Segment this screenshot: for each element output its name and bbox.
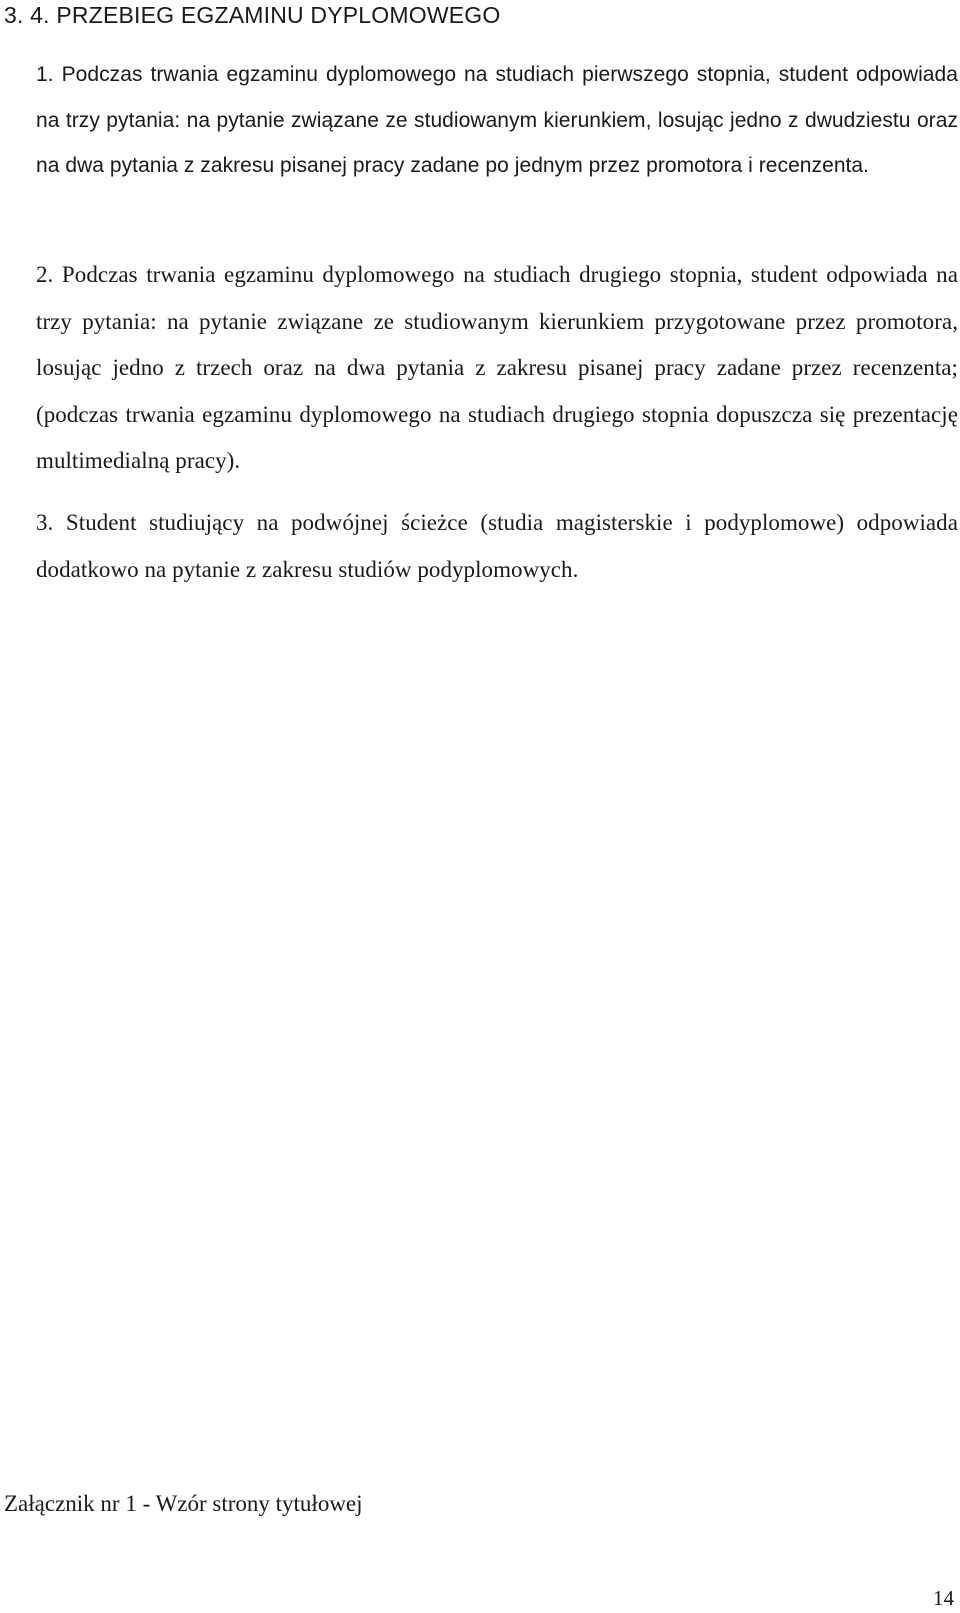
list-item — [36, 500, 958, 593]
list-item-number: 3. — [36, 510, 54, 535]
list-item-text: Podczas trwania egzaminu dyplomowego na studiach drugiego stopnia, student odpowiada na trzy pytania: na pytanie związane ze studiowanym kierunkiem przygotowane przez promotora, losując jedno z trzech oraz na dwa pytania z zakresu pisanej pracy zadane przez recenzenta; (podczas trwania egzaminu dyplomowego na studiach drugiego stopnia dopuszcza się prezentację multimedialną pracy). — [36, 262, 958, 473]
list-item — [36, 52, 958, 189]
list-item-text: Podczas trwania egzaminu dyplomowego na studiach pierwszego stopnia, student odpowiada na trzy pytania: na pytanie związane ze studiowanym kierunkiem, losując jedno z dwudziestu oraz na dwa pytania z zakresu pisanej pracy zadane po jednym przez promotora i recenzenta. — [36, 63, 958, 177]
list-item-number: 2. — [36, 262, 54, 287]
section-heading: 3. 4. PRZEBIEG EGZAMINU DYPLOMOWEGO — [4, 2, 501, 28]
list-item-text: Student studiujący na podwójnej ścieżce (studia magisterskie i podyplomowe) odpowiada dodatkowo na pytanie z zakresu studiów podyplomowych. — [36, 510, 958, 582]
page-number: 14 — [933, 1586, 954, 1610]
list-item-number: 1. — [36, 63, 54, 86]
list-item — [36, 252, 958, 485]
appendix-label: Załącznik nr 1 - Wzór strony tytułowej — [4, 1491, 363, 1516]
